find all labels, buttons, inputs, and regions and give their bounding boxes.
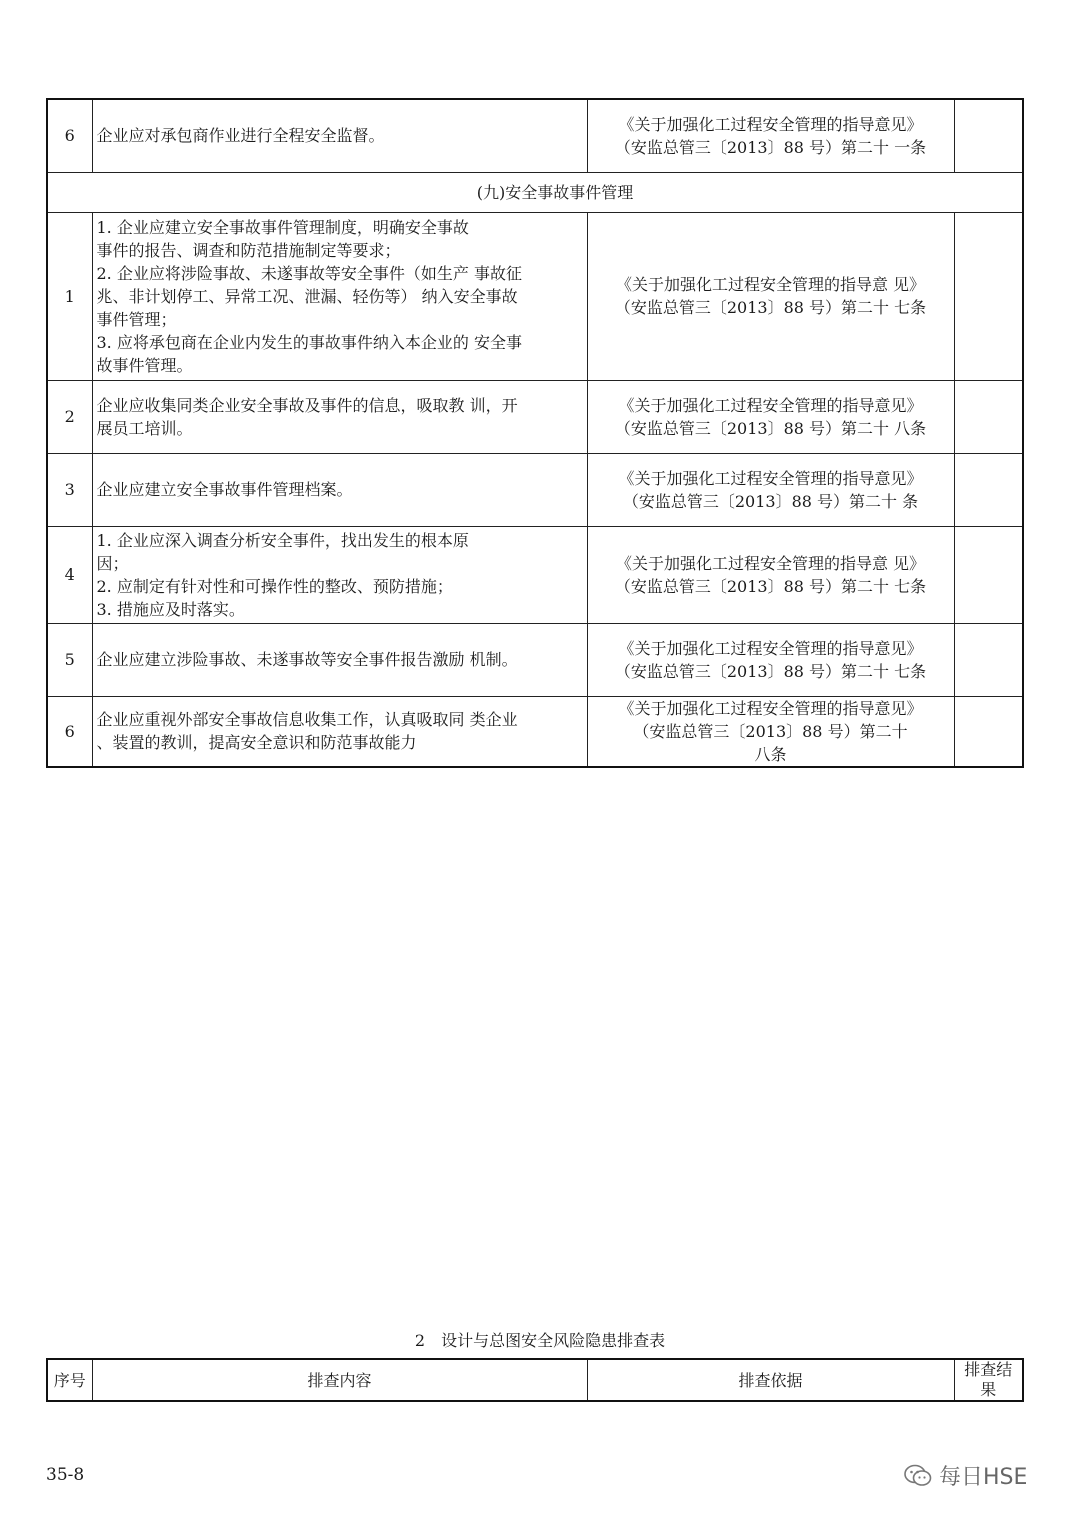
header-result bbox=[954, 1359, 1023, 1401]
row-basis bbox=[587, 453, 954, 526]
basis-line: （安监总管三〔2013〕88 号）第二十 七条 bbox=[614, 298, 927, 317]
wechat-icon bbox=[903, 1463, 933, 1489]
basis-line: 《关于加强化工过程安全管理的指导意 见》 bbox=[615, 275, 926, 294]
content-line: 3. 措施应及时落实。 bbox=[96, 599, 245, 619]
row-result[interactable] bbox=[954, 212, 1023, 380]
header-result-line: 排查结 bbox=[964, 1360, 1013, 1379]
row-number: 6 bbox=[47, 696, 92, 767]
table-row bbox=[47, 623, 1023, 696]
page-number: 35-8 bbox=[46, 1465, 85, 1485]
row-basis bbox=[587, 696, 954, 767]
row-basis bbox=[587, 380, 954, 453]
content-line: 企业应对承包商作业进行全程安全监督。 bbox=[96, 126, 385, 146]
row-result[interactable] bbox=[954, 526, 1023, 623]
table-row bbox=[47, 212, 1023, 380]
watermark bbox=[903, 1460, 1027, 1491]
basis-line: （安监总管三〔2013〕88 号）第二十 七条 bbox=[614, 576, 927, 596]
row-basis bbox=[587, 99, 954, 172]
row-number: 6 bbox=[47, 99, 92, 172]
row-number: 4 bbox=[47, 526, 92, 623]
content-line: 故事件管理。 bbox=[96, 355, 193, 375]
row-number: 1 bbox=[47, 212, 92, 380]
content-line: 企业应建立涉险事故、未遂事故等安全事件报告激励 机制。 bbox=[96, 650, 518, 669]
basis-line: （安监总管三〔2013〕88 号）第二十 bbox=[633, 721, 908, 741]
checklist-table bbox=[46, 98, 1024, 768]
basis-line: 《关于加强化工过程安全管理的指导意见》 bbox=[618, 638, 923, 658]
content-line: 展员工培训。 bbox=[96, 418, 193, 438]
table-row bbox=[47, 453, 1023, 526]
content-line: 2. 企业应将涉险事故、未遂事故等安全事件（如生产 事故征 bbox=[96, 263, 522, 283]
section-row bbox=[47, 172, 1023, 212]
header-basis: 排查依据 bbox=[587, 1359, 954, 1401]
basis-line: 八条 bbox=[754, 744, 787, 764]
table-row bbox=[47, 526, 1023, 623]
row-content bbox=[92, 453, 587, 526]
table-title: 2 设计与总图安全风险隐患排查表 bbox=[414, 1331, 666, 1350]
table-row bbox=[47, 99, 1023, 172]
header-row bbox=[47, 1359, 1023, 1401]
row-content bbox=[92, 623, 587, 696]
content-line: 事件管理； bbox=[96, 309, 177, 329]
row-number: 2 bbox=[47, 380, 92, 453]
basis-line: 《关于加强化工过程安全管理的指导意 见》 bbox=[615, 553, 926, 573]
watermark-text: 每日HSE bbox=[939, 1465, 1028, 1490]
row-basis bbox=[587, 623, 954, 696]
basis-line: （安监总管三〔2013〕88 号）第二十 八条 bbox=[614, 418, 927, 438]
content-line: 企业应建立安全事故事件管理档案。 bbox=[96, 480, 353, 499]
content-line: 企业应收集同类企业安全事故及事件的信息，吸取教 训，开 bbox=[96, 395, 518, 415]
content-line: 1. 企业应建立安全事故事件管理制度，明确安全事故 bbox=[96, 217, 469, 237]
header-num: 序号 bbox=[47, 1359, 92, 1401]
content-line: 3. 应将承包商在企业内发生的事故事件纳入本企业的 安全事 bbox=[96, 332, 522, 352]
table-row bbox=[47, 696, 1023, 767]
header-result-line: 果 bbox=[980, 1380, 997, 1399]
basis-line: 《关于加强化工过程安全管理的指导意见》 bbox=[618, 698, 923, 718]
content-line: 2. 应制定有针对性和可操作性的整改、预防措施； bbox=[96, 576, 453, 596]
row-result[interactable] bbox=[954, 380, 1023, 453]
row-result[interactable] bbox=[954, 99, 1023, 172]
row-result[interactable] bbox=[954, 623, 1023, 696]
row-result[interactable] bbox=[954, 453, 1023, 526]
table-row bbox=[47, 380, 1023, 453]
row-result[interactable] bbox=[954, 696, 1023, 767]
section-title: (九)安全事故事件管理 bbox=[47, 172, 1023, 212]
content-line: 、装置的教训，提高安全意识和防范事故能力 bbox=[96, 733, 417, 752]
basis-line: （安监总管三〔2013〕88 号）第二十 七条 bbox=[614, 661, 927, 681]
row-content bbox=[92, 696, 587, 767]
header-content: 排查内容 bbox=[92, 1359, 587, 1401]
content-line: 兆、非计划停工、异常工况、泄漏、轻伤等） 纳入安全事故 bbox=[96, 286, 518, 306]
basis-line: 《关于加强化工过程安全管理的指导意见》 bbox=[618, 468, 923, 488]
row-content bbox=[92, 99, 587, 172]
row-content bbox=[92, 212, 587, 380]
content-line: 事件的报告、调查和防范措施制定等要求； bbox=[96, 240, 401, 260]
content-line: 1. 企业应深入调查分析安全事件，找出发生的根本原 bbox=[96, 530, 469, 550]
row-content bbox=[92, 526, 587, 623]
basis-line: 《关于加强化工过程安全管理的指导意见》 bbox=[618, 114, 923, 134]
basis-line: （安监总管三〔2013〕88 号）第二十 条 bbox=[622, 491, 919, 511]
header-table bbox=[46, 1358, 1024, 1402]
basis-line: 《关于加强化工过程安全管理的指导意见》 bbox=[618, 395, 923, 415]
row-number: 5 bbox=[47, 623, 92, 696]
row-content bbox=[92, 380, 587, 453]
content-line: 因； bbox=[96, 553, 129, 573]
row-number: 3 bbox=[47, 453, 92, 526]
content-line: 企业应重视外部安全事故信息收集工作，认真吸取同 类企业 bbox=[96, 710, 518, 729]
row-basis bbox=[587, 212, 954, 380]
row-basis bbox=[587, 526, 954, 623]
basis-line: （安监总管三〔2013〕88 号）第二十 一条 bbox=[614, 137, 927, 157]
checklist-body bbox=[47, 99, 1023, 767]
